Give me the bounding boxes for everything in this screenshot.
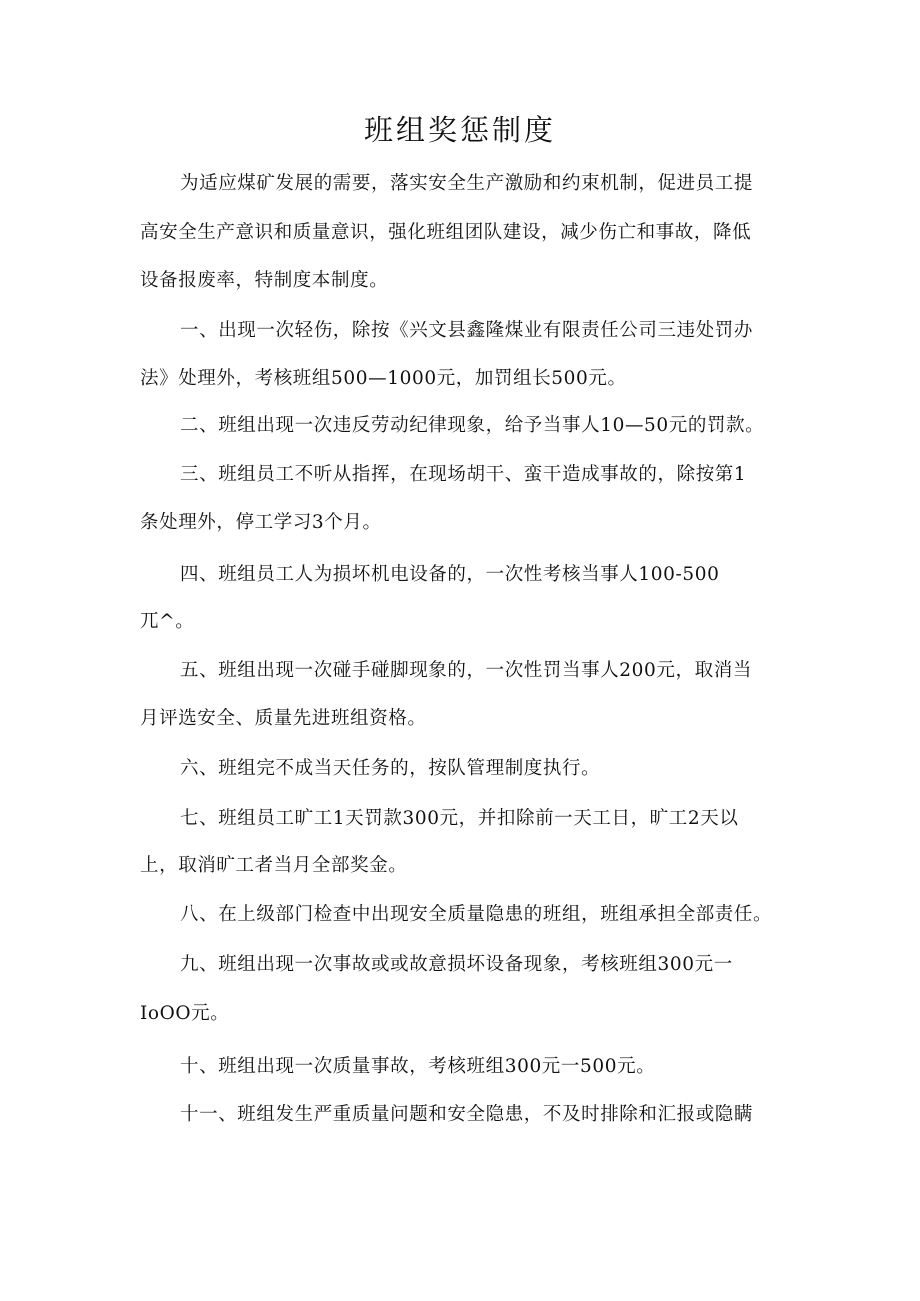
paragraph-line: 六、班组完不成当天任务的，按队管理制度执行。 xyxy=(180,758,601,779)
paragraph-line: 为适应煤矿发展的需要，落实安全生产激励和约束机制，促进员工提 xyxy=(180,173,754,194)
paragraph-line: 十、班组出现一次质量事故，考核班组300元一500元。 xyxy=(180,1056,656,1077)
paragraph-line: 法》处理外，考核班组500—1000元，加罚组长500元。 xyxy=(140,368,627,389)
document-title: 班组奖惩制度 xyxy=(363,113,556,147)
paragraph-line: 一、出现一次轻伤，除按《兴文县鑫隆煤业有限责任公司三违处罚办 xyxy=(180,320,754,341)
paragraph-line: 三、班组员工不听从指挥，在现场胡干、蛮干造成事故的，除按第1 xyxy=(180,464,747,485)
paragraph-line: 兀^。 xyxy=(140,611,195,632)
paragraph-line: 二、班组出现一次违反劳动纪律现象，给予当事人10—50元的罚款。 xyxy=(180,415,765,436)
paragraph-line: 九、班组出现一次事故或或故意损坏设备现象，考核班组300元一 xyxy=(180,954,733,975)
paragraph-line: 五、班组出现一次碰手碰脚现象的，一次性罚当事人200元，取消当 xyxy=(180,660,752,681)
paragraph-line: 十一、班组发生严重质量问题和安全隐患，不及时排除和汇报或隐瞒 xyxy=(180,1104,754,1125)
paragraph-line: 八、在上级部门检查中出现安全质量隐患的班组，班组承担全部责任。 xyxy=(180,904,773,925)
paragraph-line: 上，取消旷工者当月全部奖金。 xyxy=(140,855,408,876)
paragraph-line: 条处理外，停工学习3个月。 xyxy=(140,512,382,533)
paragraph-line: IoOO元。 xyxy=(140,1003,230,1024)
paragraph-line: 高安全生产意识和质量意识，强化班组团队建设，减少伤亡和事故，降低 xyxy=(140,222,752,243)
paragraph-line: 设备报废率，特制度本制度。 xyxy=(140,270,389,291)
paragraph-line: 四、班组员工人为损坏机电设备的，一次性考核当事人100-500 xyxy=(180,564,720,585)
paragraph-line: 月评选安全、质量先进班组资格。 xyxy=(140,708,427,729)
paragraph-line: 七、班组员工旷工1天罚款300元，并扣除前一天工日，旷工2天以 xyxy=(180,808,739,829)
